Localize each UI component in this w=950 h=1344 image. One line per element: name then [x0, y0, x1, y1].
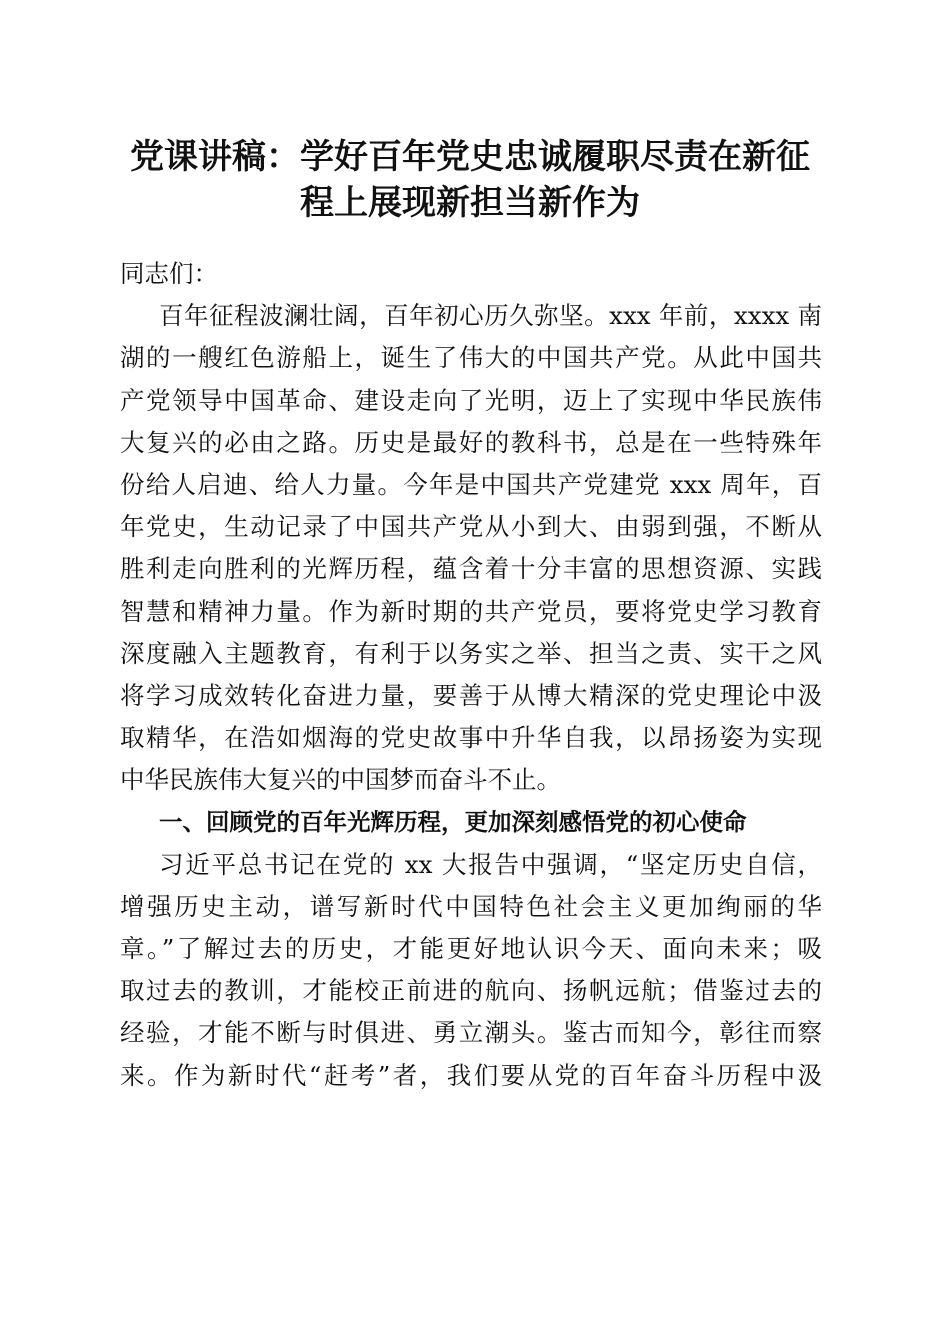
paragraph-line: 份给人启迪、给人力量。今年是中国共产党建党 xxx 周年，百 [120, 469, 822, 499]
paragraph-line: 经验，才能不断与时俱进、勇立潮头。鉴古而知今，彰往而察 [120, 1018, 822, 1048]
salutation: 同志们： [120, 259, 218, 288]
paragraph-line: 年党史，生动记录了中国共产党从小到大、由弱到强，不断从 [120, 512, 822, 542]
paragraph-1 [120, 295, 822, 801]
document-body [120, 253, 822, 1097]
title-line-2: 程上展现新担当新作为 [300, 183, 640, 223]
paragraph-line: 产党领导中国革命、建设走向了光明，迈上了实现中华民族伟 [120, 385, 822, 415]
paragraph-line: 章。”了解过去的历史，才能更好地认识今天、面向未来；吸 [120, 934, 822, 963]
paragraph-line: 来。作为新时代“赶考”者，我们要从党的百年奋斗历程中汲 [120, 1060, 822, 1090]
title-line-1: 党课讲稿：学好百年党史忠诚履职尽责在新征 [130, 137, 810, 177]
paragraph-line: 中华民族伟大复兴的中国梦而奋斗不止。 [120, 765, 561, 795]
section-heading: 一、回顾党的百年光辉历程，更加深刻感悟党的初心使命 [159, 808, 747, 837]
paragraph-line: 湖的一艘红色游船上，诞生了伟大的中国共产党。从此中国共 [120, 343, 822, 373]
document-title [115, 134, 825, 226]
paragraph-line: 大复兴的必由之路。历史是最好的教科书，总是在一些特殊年 [120, 427, 822, 457]
paragraph-line: 智慧和精神力量。作为新时期的共产党员，要将党史学习教育 [120, 596, 822, 626]
paragraph-2 [120, 844, 822, 1097]
paragraph-line: 习近平总书记在党的 xx 大报告中强调，“坚定历史自信， [159, 849, 822, 879]
paragraph-line: 深度融入主题教育，有利于以务实之举、担当之责、实干之风 [120, 638, 822, 668]
paragraph-line: 将学习成效转化奋进力量，要善于从博大精深的党史理论中汲 [120, 680, 822, 710]
paragraph-line: 百年征程波澜壮阔，百年初心历久弥坚。xxx 年前，xxxx 南 [159, 301, 822, 331]
paragraph-line: 增强历史主动，谱写新时代中国特色社会主义更加绚丽的华 [120, 891, 822, 921]
paragraph-line: 胜利走向胜利的光辉历程，蕴含着十分丰富的思想资源、实践 [120, 554, 822, 584]
paragraph-line: 取过去的教训，才能校正前进的航向、扬帆远航；借鉴过去的 [120, 976, 822, 1006]
paragraph-line: 取精华，在浩如烟海的党史故事中升华自我，以昂扬姿为实现 [120, 723, 822, 753]
